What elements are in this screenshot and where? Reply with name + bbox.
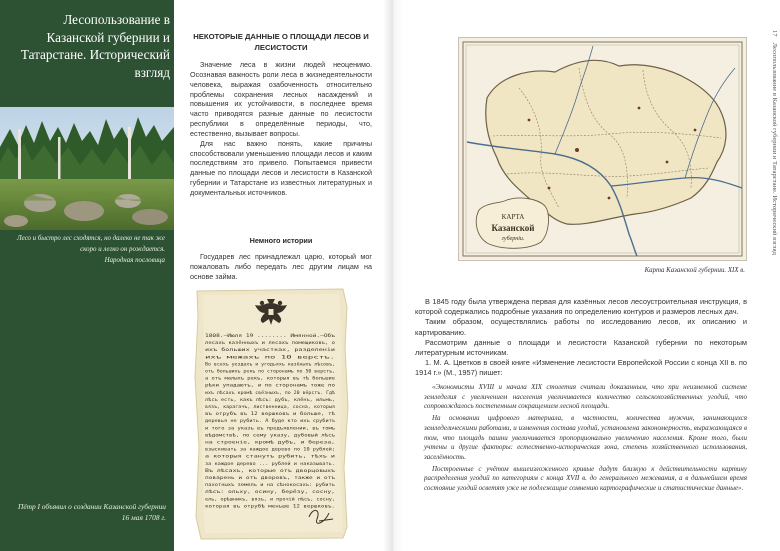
document-line: вѣдомствѣ, по сему указу, дубовый лѣсъ: [205, 433, 311, 439]
cartouche-line-3: губерніи.: [501, 236, 525, 242]
running-head-inner: [771, 30, 778, 255]
document-line: ель, орѣшникъ, вязъ, и прочій лѣсъ, сосну,: [205, 497, 322, 503]
document-line: ихъ межахъ по 10 верстъ.: [205, 355, 272, 361]
document-line: которая въ отрубѣ меньше 12 вершковъ.: [205, 504, 308, 510]
epigraph-text: Лесо и быстро лес сходятся, но далеко не так же скоро и легко он рождается.: [16, 235, 165, 253]
paragraph: В 1845 году была утверждена первая для казённых лесов лесоустроительная инструкция, в которой содержались подробные указания по определению контуров и размеров лесных дач.: [415, 297, 747, 317]
paragraph: Для нас важно понять, какие причины способствовали уменьшению площади лесов и каким последствиям это привело. Попытаемся привести данные по площади лесов и лесистости в Казанской губернии и Татарстане из известных литературных и документальных источников.: [190, 138, 372, 197]
history-text: [190, 252, 372, 282]
map-image: [458, 37, 747, 261]
document-line: взыскивать за каждое дерево по 10 рублей;: [205, 447, 319, 453]
gutter-shadow: [383, 0, 403, 551]
document-text: [205, 332, 335, 509]
running-head: [770, 30, 780, 350]
document-line: а которыя станутъ рубить, тѣхъ и: [205, 454, 294, 460]
quotation: [424, 383, 747, 496]
quote-paragraph: Построенные с учётом вышеизложенного кривые дадут близкую к действительности картину распределения угодий по категориям с конца XVII в. до генерального межевания, а в дальнейшем время состояние угодий осветят уже не подлежащие сомнению картографические и статистические данные».: [424, 464, 747, 493]
map-caption: Карта Казанской губернии. XIX в.: [644, 267, 745, 274]
paragraph: Таким образом, осуществлялись работы по исследованию лесов, их описанию и картированию.: [415, 317, 747, 337]
epigraph: [6, 234, 165, 266]
quote-paragraph: На основании цифрового материала, в частности, количества мужчин, занимающихся земледельческими работами, и изменения состава угодий, установлена закономерность, выражающаяся в том, что площадь пашни увеличивается пропорционально увеличению населения. Кроме того, были учтены и другие факторы: естественно-историческая зона, степень хозяйственного использования, заселённость.: [424, 414, 747, 461]
document-line: Въ лѣсахъ, которые отъ дворцовыхъ: [205, 468, 297, 474]
document-line: вязъ, карагачъ, лиственница, сосна, которыя: [205, 405, 336, 410]
document-line: деревья не рубить. А буде кто ихъ срубитъ: [205, 419, 319, 425]
map-cartouche: [476, 198, 548, 248]
cartouche-line-2: Казанской: [491, 223, 535, 233]
sidebar-title: Лесопользование в Казанской губернии и Татарстане. Исторический взгляд: [20, 12, 170, 80]
paragraph: Рассмотрим данные о площади и лесистости Казанской губернии по некоторым литературным источникам.: [415, 337, 747, 358]
document-line: отъ большихъ рекъ по сторонамъ по 50 верстъ,: [205, 369, 327, 375]
page-number: 17: [771, 30, 778, 37]
epigraph-source: Народная пословица: [104, 256, 165, 264]
document-line: и того за указъ въ предъявлении, въ томъ: [205, 426, 336, 432]
document-line: рѣки упадаютъ, и по сторонамъ тоже по: [205, 383, 308, 389]
document-line: ихъ лѣсахъ кромѣ свёзныхъ, по 20 вёрстъ. Гдѣ: [205, 390, 327, 396]
historical-document: [193, 287, 350, 541]
main-text: [415, 297, 747, 379]
running-head-title: Лесопользование в Казанской губернии и Татарстане. Исторический взгляд: [771, 42, 778, 255]
document-line: въ отрубъ въ 12 вершковъ и больше, тѣ: [205, 412, 308, 418]
document-line: а отъ малыхъ рекъ, которыя въ тѣ большие: [205, 376, 316, 382]
historical-document-image: [193, 287, 350, 541]
paragraph: Значение леса в жизни людей неоценимо. Осознавая важность роли леса в жизнедеятельности человека, выражая озабоченность относительно проблемы сохранения лесных насаждений и повышения их устойчивости, в последнее время часто приводятся разные данные по лесистости республики в определённые периоды, что, естественно, вызывает вопросы.: [190, 60, 372, 138]
forest-photo-image: [0, 107, 174, 230]
section-heading: НЕКОТОРЫЕ ДАННЫЕ О ПЛОЩАДИ ЛЕСОВ И ЛЕСИСТОСТИ: [193, 32, 369, 52]
cartouche-line-1: КАРТА: [501, 213, 525, 221]
document-line: за каждое дерево ... рублей и наказывать.: [205, 461, 319, 467]
document-line: лѣсъ есть, какъ лѣсъ: дубъ, клёнъ, ильмъ,: [205, 397, 319, 403]
quote-paragraph: «Экономисты XVIII и начала XIX столетия считали доказанным, что при неизменной системе земледелия с увеличением населения увеличивается количество сельскохозяйственных угодий, что сопровождалось постепенным сокращением лесной площади.: [424, 383, 747, 411]
document-line: Во всехъ уездахъ и угодьяхъ казёныхъ лѣсовъ,: [205, 362, 327, 368]
paragraph: 1. М. А. Цветков в своей книге «Изменение лесистости Европейской России с конца XII в. по 1914 г.» (М., 1957) пишет:: [415, 358, 747, 378]
subheading: Немного истории: [249, 236, 313, 245]
document-line: ихъ больших участках, разделеніи: [205, 348, 294, 354]
kazan-province-map: [459, 38, 746, 260]
document-line: на строеніе, кромѣ дубъ, и береза,: [205, 440, 300, 446]
paragraph: Государев лес принадлежал царю, который мог пожаловать либо передать лес другим лицам на основе займа.: [190, 252, 372, 281]
document-caption: Пётр I объявил о создании Казанской губернии 16 мая 1708 г.: [18, 502, 166, 523]
document-line: лѣсъ: ольху, осину, берёзу, сосну,: [205, 490, 300, 496]
document-line: поварень и отъ дворовъ, также и отъ: [205, 476, 336, 481]
sidebar-panel: [0, 0, 174, 551]
forest-photo: [0, 107, 174, 230]
intro-text: [190, 60, 372, 198]
document-line: лесахъ казённыхъ и лесахъ помещиковъ, о: [205, 341, 313, 347]
document-line: 1808.—Июля 19 ........ Имянной.—Объ: [205, 334, 302, 339]
document-line: пахотныхъ земель и на сѣнокосахъ: рубить: [205, 483, 316, 489]
